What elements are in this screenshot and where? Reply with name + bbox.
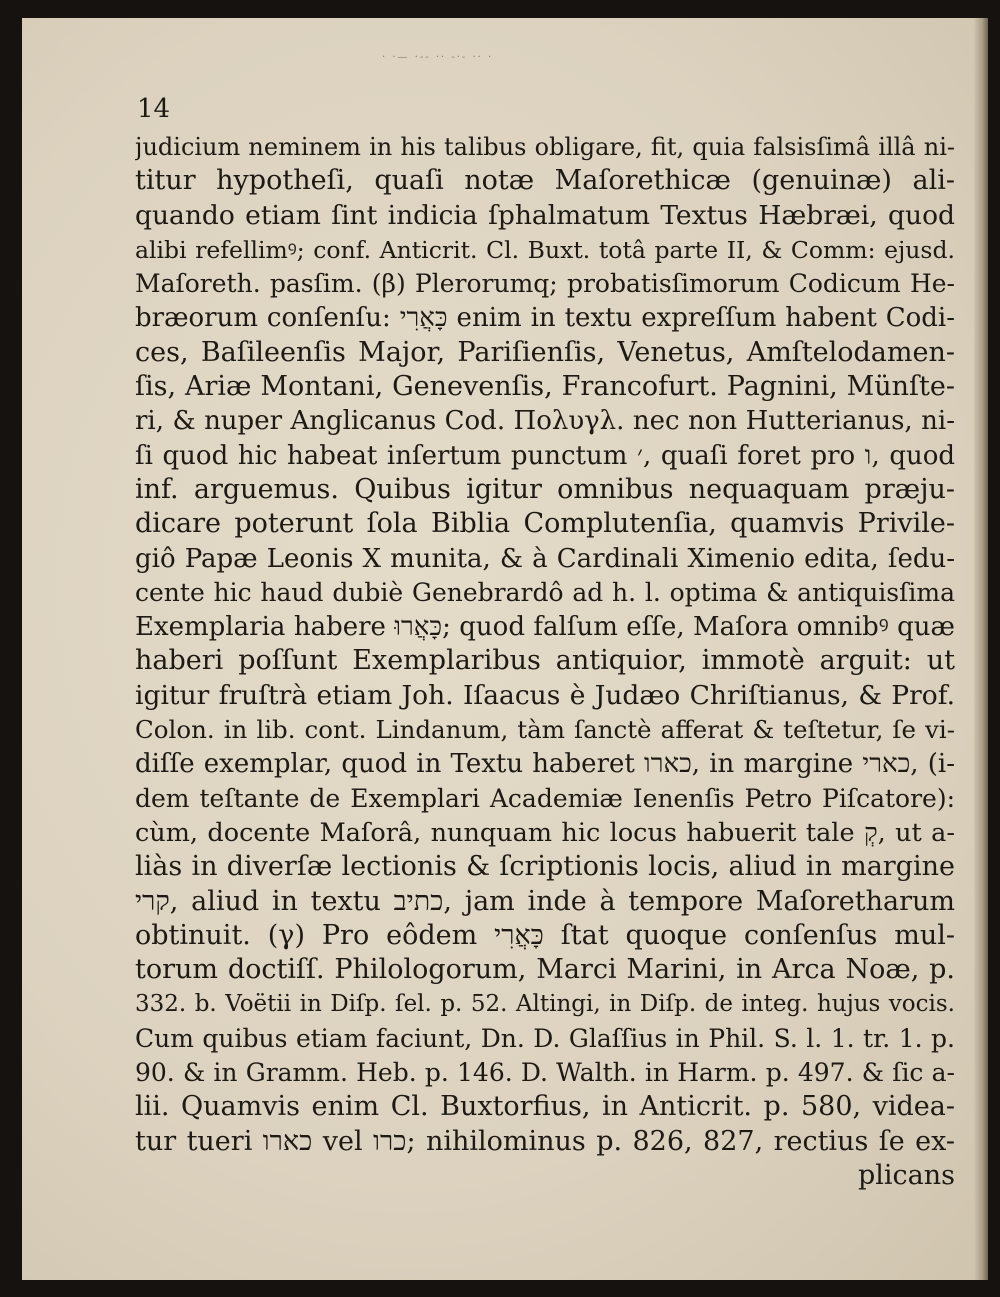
catchword: plicans bbox=[857, 1159, 955, 1191]
text-line: Colon. in lib. cont. Lindanum, tàm ſanctè afferat & teſtetur, ſe vi- bbox=[135, 715, 955, 745]
text-line: dicare poterunt ſola Biblia Complutenſia, quamvis Privile- bbox=[135, 508, 955, 540]
text-line: quando etiam ſint indicia ſphalmatum Textus Hæbræi, quod bbox=[135, 199, 955, 231]
text-line: Maſoreth. pasſim. (β) Plerorumq; probatisſimorum Codicum He- bbox=[135, 269, 955, 299]
text-line: liàs in diverſæ lectionis & ſcriptionis locis, aliud in margine bbox=[135, 851, 955, 883]
text-line: inf. arguemus. Quibus igitur omnibus nequaquam præju- bbox=[135, 473, 955, 505]
text-line: judicium neminem in his talibus obligare, fit, quia falsisſimâ illâ ni- bbox=[135, 133, 955, 161]
text-line: dem teſtante de Exemplari Academiæ Ienenſis Petro Piſcatore): bbox=[135, 783, 955, 813]
text-line: titur hypotheſi, quaſi notæ Maſorethicæ (genuinæ) ali- bbox=[135, 165, 955, 197]
text-line: igitur fruſtrà etiam Joh. Iſaacus è Judæo Chriſtianus, & Prof. bbox=[135, 679, 955, 711]
text-line: diſſe exemplar, quod in Textu haberet כארו, in margine כארי, (i- bbox=[135, 749, 955, 780]
text-line: tur tueri כארו vel כרו; nihilominus p. 826, 827, rectius ſe ex- bbox=[135, 1125, 955, 1157]
text-line: ces, Baſileenſis Major, Pariſienſis, Venetus, Amſtelodamen- bbox=[135, 336, 955, 368]
text-line: giô Papæ Leonis X munita, & à Cardinali Ximenio edita, ſedu- bbox=[135, 543, 955, 574]
text-line: cùm, docente Maſorâ, nunquam hic locus habuerit tale קְ, ut a- bbox=[135, 817, 955, 848]
book-page bbox=[22, 18, 988, 1280]
text-line: ſi quod hic habeat inſertum punctum ׳, quaſi foret pro ו, quod bbox=[135, 440, 955, 471]
text-line: קרי, aliud in textu כתיב, jam inde à tempore Maſoretharum bbox=[135, 885, 955, 917]
text-line: ri, & nuper Anglicanus Cod. Πολυγλ. nec non Hutterianus, ni- bbox=[135, 406, 955, 437]
text-line: cente hic haud dubiè Genebrardô ad h. l. optima & antiquisſima bbox=[135, 577, 955, 607]
page-gutter-shadow bbox=[974, 18, 988, 1280]
text-line: torum doctiſſ. Philologorum, Marci Marini, in Arca Noæ, p. bbox=[135, 954, 955, 986]
text-line: 90. & in Gramm. Heb. p. 146. D. Walth. in Harm. p. 497. & ſic a- bbox=[135, 1058, 955, 1088]
text-line: ſis, Ariæ Montani, Genevenſis, Francofurt. Pagnini, Münſte- bbox=[135, 371, 955, 403]
text-line: bræorum conſenſu: כָּאֲרִי enim in textu expreſſum habent Codi- bbox=[135, 303, 955, 334]
body-text bbox=[135, 130, 955, 1193]
page-number: 14 bbox=[137, 94, 171, 124]
text-line: 332. b. Voëtii in Diſp. ſel. p. 52. Altingi, in Diſp. de integ. hujus vocis. bbox=[135, 991, 955, 1018]
text-line: haberi poſſunt Exemplaribus antiquior, immotè arguit: ut bbox=[135, 645, 955, 677]
text-line: Exemplaria habere כָּאֲרוּ; quod falſum eſſe, Maſora omnibꝰ quæ bbox=[135, 612, 955, 643]
text-line: obtinuit. (γ) Pro eôdem כָּאֲרִי ſtat quoque conſenſus mul- bbox=[135, 919, 955, 951]
text-line: alibi refellimꝰ; conf. Anticrit. Cl. Buxt. totâ parte II, & Comm: ejusd. bbox=[135, 235, 955, 264]
page-blemish: · ·— ·-- ·· -·- ·· · bbox=[382, 52, 494, 63]
text-line: lii. Quamvis enim Cl. Buxtorfius, in Anticrit. p. 580, videa- bbox=[135, 1091, 955, 1123]
text-line: Cum quibus etiam faciunt, Dn. D. Glaſſius in Phil. S. l. 1. tr. 1. p. bbox=[135, 1023, 955, 1053]
